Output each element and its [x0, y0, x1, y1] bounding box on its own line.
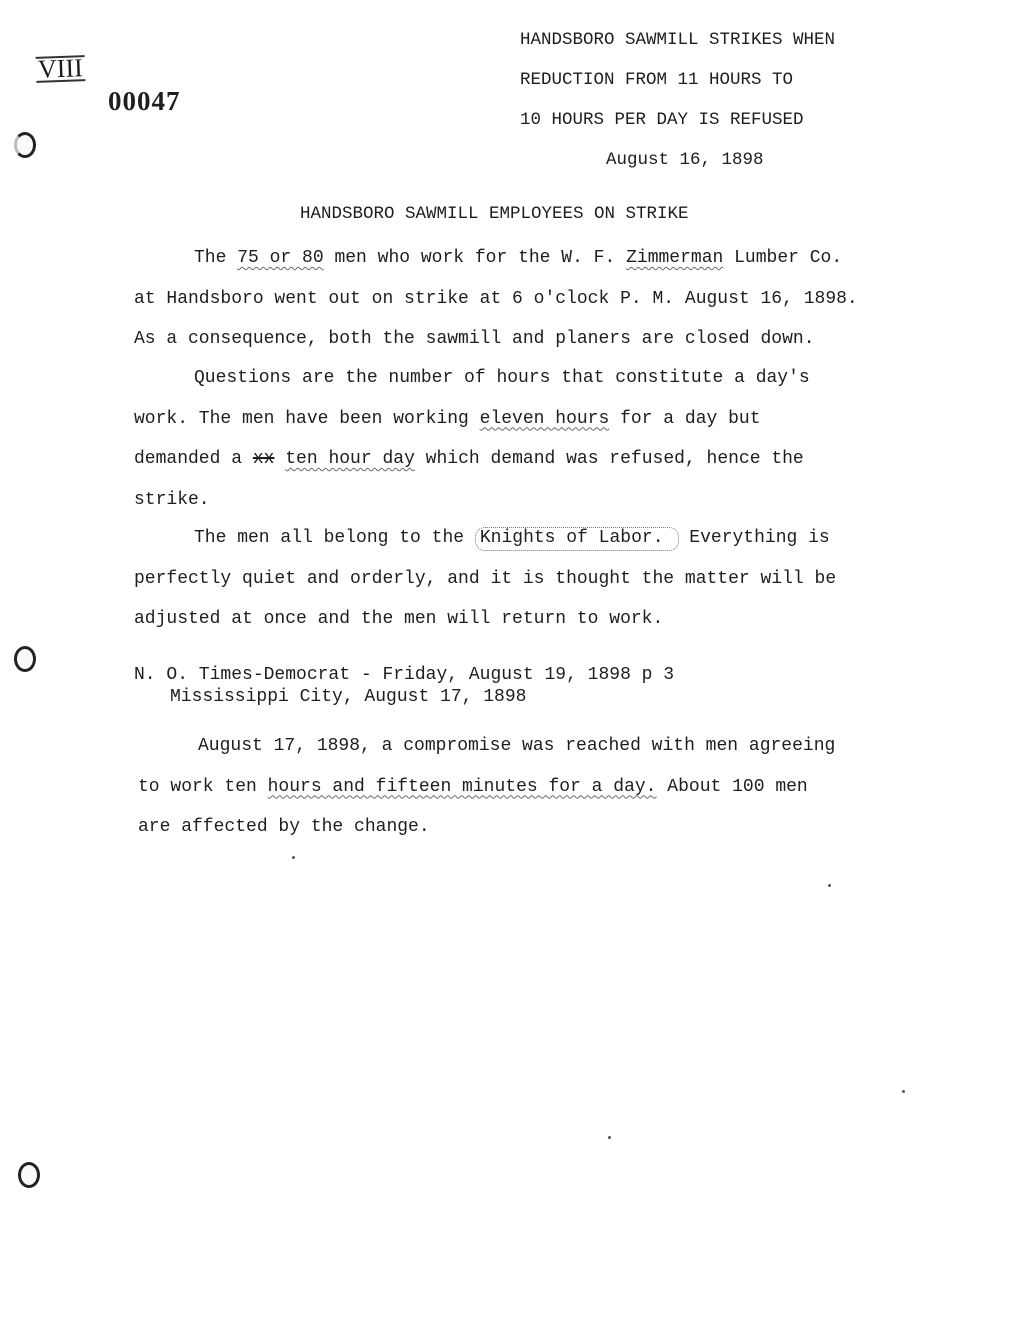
article-subhead: HANDSBORO SAWMILL EMPLOYEES ON STRIKE: [300, 204, 689, 224]
text-run: demanded a: [134, 449, 253, 469]
text-run: men who work for the W. F.: [323, 248, 627, 268]
text-run: work. The men have been working: [134, 408, 480, 429]
paragraph-line: [134, 399, 964, 440]
text-run: Lumber Co.: [723, 248, 843, 268]
paragraph-line: [134, 518, 964, 559]
paragraph-4: [138, 726, 968, 848]
paragraph-line: at Handsboro went out on strike at 6 o'clock P. M. August 16, 1898.: [134, 288, 858, 309]
text-run: which demand was refused, hence the: [414, 449, 804, 469]
text-run: About 100 men: [656, 776, 808, 797]
binder-hole-icon: [18, 1162, 40, 1188]
text-run: [274, 449, 285, 469]
text-run: The: [194, 248, 238, 268]
underlined-text: Zimmerman: [626, 248, 724, 268]
headline: [520, 20, 960, 180]
headline-line: HANDSBORO SAWMILL STRIKES WHEN: [520, 30, 836, 50]
page-number: 00047: [108, 86, 181, 116]
text-run: Everything is: [678, 528, 830, 548]
paragraph-1: [134, 238, 964, 360]
binder-hole-icon: [14, 132, 36, 158]
paragraph-line: As a consequence, both the sawmill and planers are closed down.: [134, 329, 815, 349]
text-run: to work ten: [138, 776, 268, 797]
headline-line: REDUCTION FROM 11 HOURS TO: [520, 70, 794, 90]
text-run: for a day but: [609, 408, 761, 429]
headline-line: 10 HOURS PER DAY IS REFUSED: [520, 110, 804, 130]
paper-speck: [608, 1136, 611, 1139]
paragraph-line: adjusted at once and the men will return to work.: [134, 609, 664, 629]
paper-speck: [292, 856, 295, 859]
underlined-text: hours and fifteen minutes for a day.: [267, 776, 657, 797]
citation-line: N. O. Times-Democrat - Friday, August 19, 1898 p 3: [134, 665, 675, 685]
citation-line: Mississippi City, August 17, 1898: [170, 687, 527, 707]
binder-hole-icon: [14, 646, 36, 672]
text-run: The men all belong to the: [194, 528, 475, 548]
underlined-text: ten hour day: [285, 449, 415, 469]
paragraph-line: Questions are the number of hours that constitute a day's: [194, 368, 810, 388]
struck-text: xx: [252, 449, 275, 469]
headline-date: August 16, 1898: [606, 150, 764, 170]
paragraph-line: are affected by the change.: [138, 817, 430, 837]
source-citation: [134, 664, 674, 708]
paragraph-line: [134, 238, 964, 279]
underlined-text: 75 or 80: [237, 248, 324, 268]
paragraph-line: strike.: [134, 489, 210, 510]
paragraph-line: [138, 767, 968, 808]
roman-numeral-mark: VIII: [37, 53, 84, 84]
paper-speck: [902, 1090, 905, 1093]
paragraph-line: perfectly quiet and orderly, and it is thought the matter will be: [134, 568, 837, 589]
paragraph-line: August 17, 1898, a compromise was reached with men agreeing: [198, 736, 836, 756]
paragraph-3: [134, 518, 964, 640]
paragraph-2: [134, 358, 964, 520]
paragraph-line: [134, 439, 964, 480]
underlined-text: eleven hours: [479, 408, 610, 429]
paper-speck: [828, 884, 831, 887]
boxed-text: Knights of Labor.: [475, 527, 679, 551]
